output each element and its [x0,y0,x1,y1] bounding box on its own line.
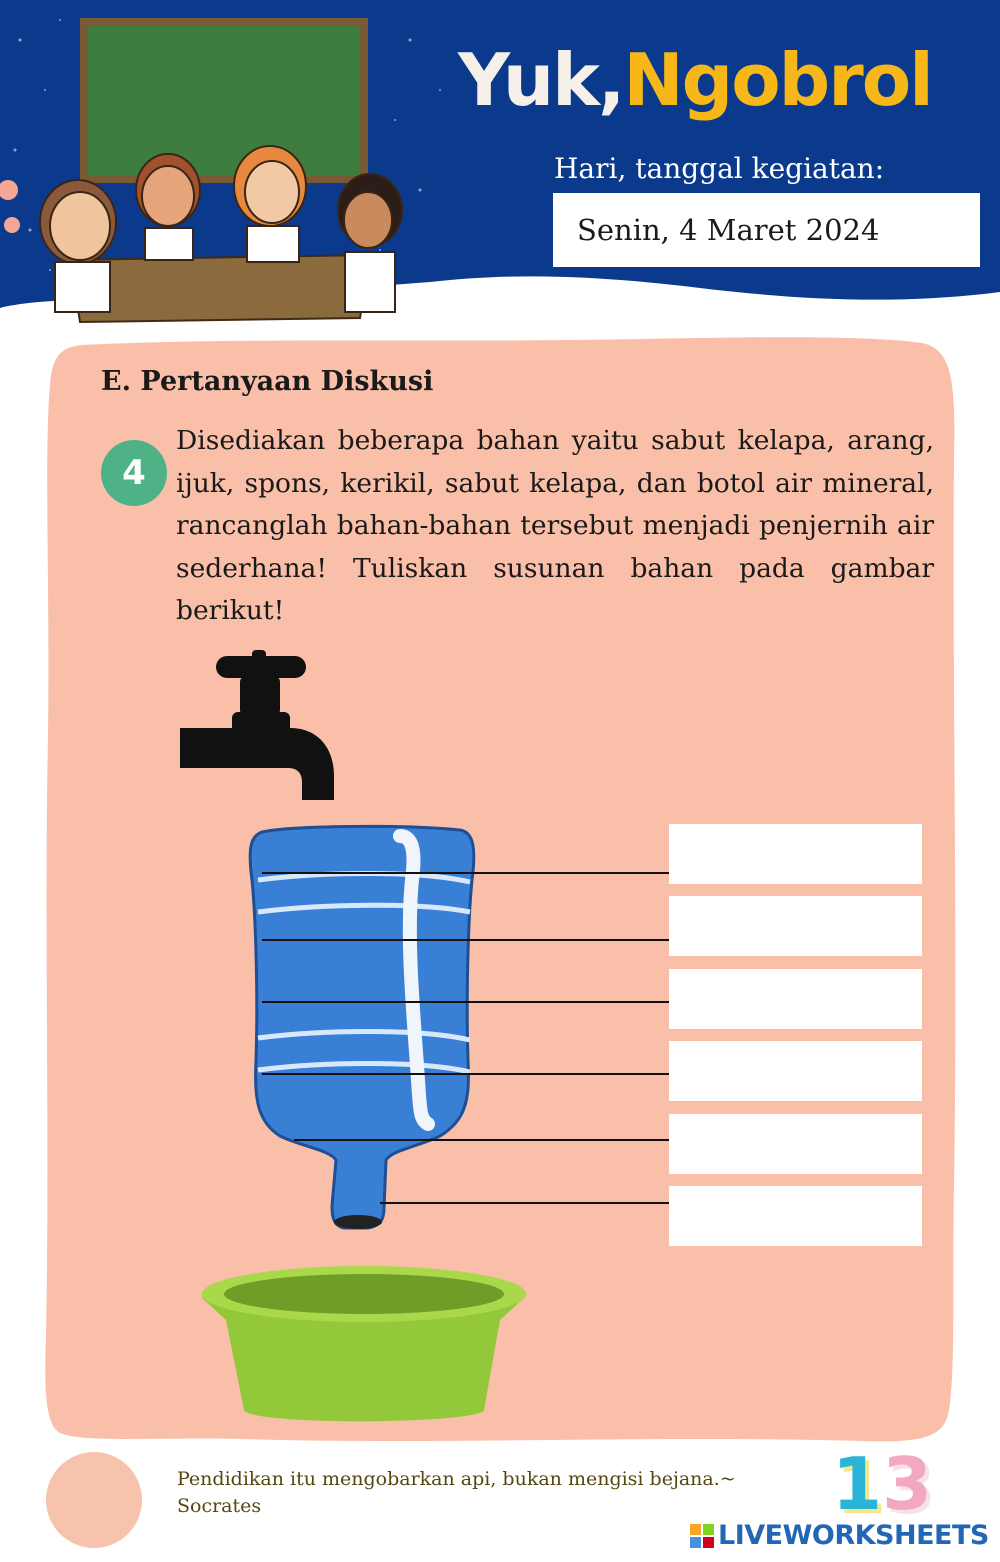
question-text: Disediakan beberapa bahan yaitu sabut kelapa, arang, ijuk, spons, kerikil, sabut kelapa, dan botol air mineral, rancanglah bahan-bahan tersebut menjadi penjernih air sederhana! Tuliskan susunan bahan pada gambar berikut! [176,425,934,626]
answer-box-5[interactable] [669,1114,922,1174]
answer-box-4[interactable] [669,1041,922,1101]
basin-icon [202,1266,526,1421]
quote-line-1: Pendidikan itu mengobarkan api, bukan mengisi bejana.~ [177,1468,736,1490]
answer-box-6[interactable] [669,1186,922,1246]
bottle-icon [250,826,474,1229]
date-label: Hari, tanggal kegiatan: [554,152,885,185]
answer-box-3[interactable] [669,969,922,1029]
footer-badge [46,1452,142,1548]
title-part-1: Yuk, [458,38,624,122]
liveworksheets-logo [690,1520,989,1551]
faucet-icon [180,650,334,800]
answer-box-2[interactable] [669,896,922,956]
page-number [832,1442,933,1526]
answer-box-1[interactable] [669,824,922,884]
page-digit-2: 3 [882,1442,933,1526]
liveworksheets-icon [690,1524,714,1548]
brand-text: LIVEWORKSHEETS [718,1520,989,1551]
question-number-badge: 4 [101,440,167,506]
page-digit-1: 1 [832,1442,883,1526]
title-part-2: Ngobrol [623,38,932,122]
section-title: E. Pertanyaan Diskusi [101,366,434,397]
footer-quote [177,1466,736,1520]
quote-line-2: Socrates [177,1495,262,1517]
